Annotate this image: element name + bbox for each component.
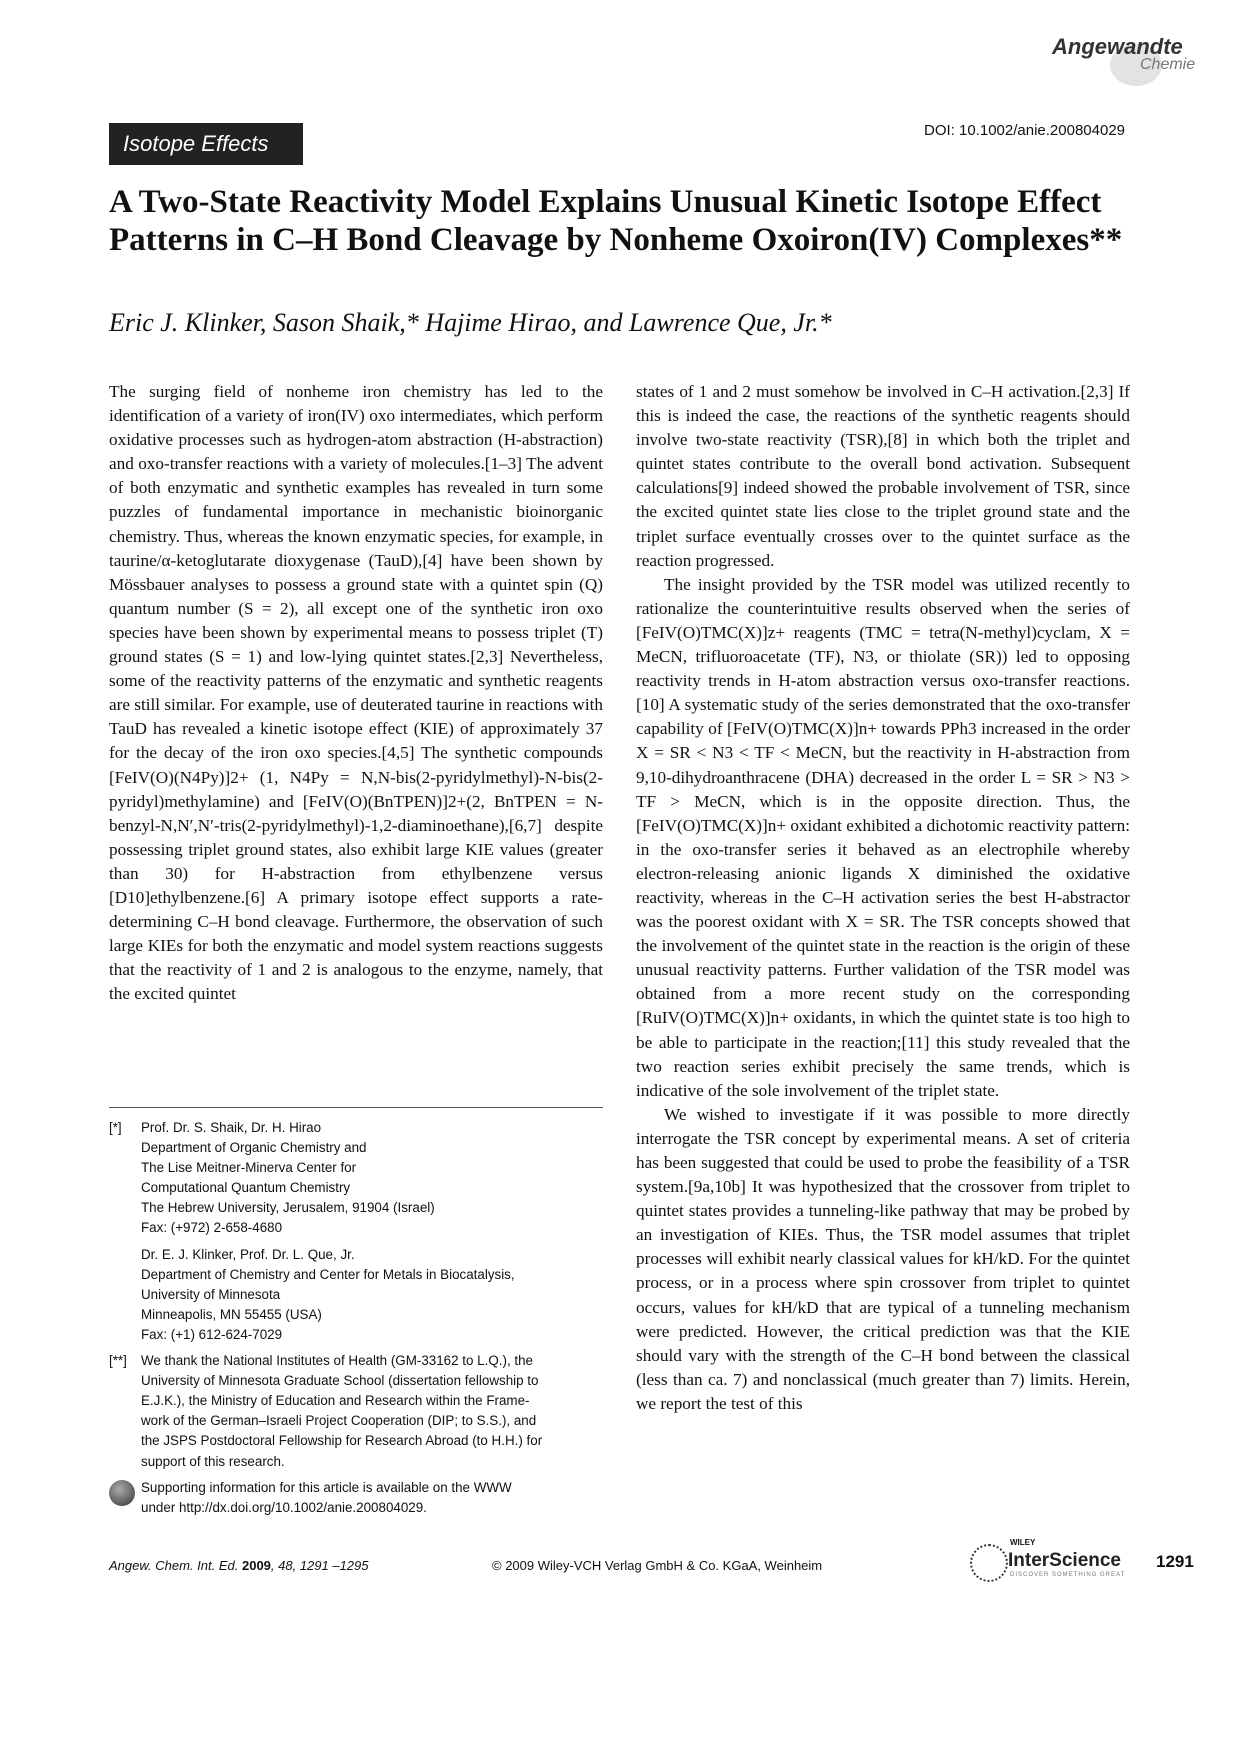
footnote-mark: [*] [109, 1120, 122, 1135]
footnote-line: We thank the National Institutes of Health (GM-33162 to L.Q.), the [141, 1353, 534, 1369]
citation-year: 2009 [241, 1558, 271, 1573]
supporting-info-icon [109, 1480, 135, 1506]
footer-copyright: © 2009 Wiley-VCH Verlag GmbH & Co. KGaA, Weinheim [492, 1558, 823, 1573]
page-number: 1291 [1156, 1552, 1194, 1571]
footnote-divider [109, 1107, 603, 1108]
wiley-label: WILEY [1010, 1538, 1036, 1547]
supporting-info-note [109, 1478, 609, 1518]
footnote-line: support of this research. [141, 1453, 285, 1469]
footnote-line: E.J.K.), the Ministry of Education and Research within the Frame- [141, 1393, 530, 1409]
body-column-left [109, 380, 603, 1006]
doi: DOI: 10.1002/anie.200804029 [924, 122, 1125, 139]
journal-subtitle: Chemie [1140, 56, 1196, 73]
paragraph: states of 1 and 2 must somehow be involved in C–H activation.[2,3] If this is indeed the case, the reactions of the synthetic reagents should involve two-state reactivity (TSR),[8] in which both the triplet and quintet states contribute to the overall bond activation. Subsequent calculations[9] indeed showed the probable involvement of TSR, since the excited quintet state lies close to the triplet ground state and the triplet surface eventually crosses over to the quintet surface as the reaction progressed. [636, 382, 1130, 570]
journal-name: Angewandte [1052, 34, 1183, 59]
article-title: A Two-State Reactivity Model Explains Unusual Kinetic Isotope Effect Patterns in C–H Bond Cleavage by Nonheme Oxoiron(IV) Complexes** [109, 184, 1123, 258]
article-authors: Eric J. Klinker, Sason Shaik,* Hajime Hirao, and Lawrence Que, Jr.* [109, 308, 832, 337]
footnote-line: The Hebrew University, Jerusalem, 91904 (Israel) [141, 1200, 435, 1216]
footnote-line: University of Minnesota Graduate School (dissertation fellowship to [141, 1373, 539, 1389]
globe-icon [970, 1544, 1008, 1582]
citation-volume-pages: , 48, 1291 –1295 [270, 1558, 369, 1573]
footnote-line: Fax: (+1) 612-624-7029 [141, 1326, 283, 1342]
footnote-line: Minneapolis, MN 55455 (USA) [141, 1306, 322, 1322]
footnote-line: The Lise Meitner-Minerva Center for [141, 1160, 357, 1176]
footnote-line: Department of Chemistry and Center for Metals in Biocatalysis, [141, 1266, 515, 1282]
interscience-tagline: DISCOVER SOMETHING GREAT [1010, 1572, 1126, 1578]
footnote-line: Computational Quantum Chemistry [141, 1180, 351, 1196]
supporting-info-link[interactable]: under http://dx.doi.org/10.1002/anie.200804029. [141, 1499, 427, 1515]
footnote-line: Prof. Dr. S. Shaik, Dr. H. Hirao [141, 1120, 322, 1135]
interscience-name: InterScience [1008, 1550, 1121, 1571]
footnote-line: work of the German–Israeli Project Cooperation (DIP; to S.S.), and [141, 1413, 537, 1429]
paragraph: The surging field of nonheme iron chemistry has led to the identification of a variety of iron(IV) oxo intermediates, which perform oxidative processes such as hydrogen-atom abstraction (H-abstraction) and oxo-transfer reactions with a variety of molecules.[1–3] The advent of both enzymatic and synthetic examples has revealed in turn some puzzles of fundamental importance in mechanistic bioinorganic chemistry. Thus, whereas the known enzymatic species, for example, in taurine/α-ketoglutarate dioxygenase (TauD),[4] have been shown by Mössbauer analyses to possess a ground state with a quintet spin (Q) quantum number (S = 2), all except one of the synthetic iron oxo species have been shown by experimental means to possess triplet (T) ground states (S = 1) and low-lying quintet states.[2,3] Nevertheless, some of the reactivity patterns of the enzymatic and synthetic reagents are still similar. For example, use of deuterated taurine in reactions with TauD has revealed a kinetic isotope effect (KIE) of approximately 37 for the decay of the iron oxo species.[4,5] The synthetic compounds [FeIV(O)(N4Py)]2+ (1, N4Py = N,N-bis(2-pyridylmethyl)-N-bis(2-pyridyl)methylamine) and [FeIV(O)(BnTPEN)]2+(2, BnTPEN = N-benzyl-N,N′,N′-tris(2-pyridylmethyl)-1,2-diaminoethane),[6,7] despite possessing triplet ground states, also exhibit large KIE values (greater than 30) for H-abstraction from ethylbenzene versus [D10]ethylbenzene.[6] A primary isotope effect supports a rate-determining C–H bond cleavage. Furthermore, the observation of such large KIEs for both the enzymatic and model system reactions suggests that the reactivity of 1 and 2 is analogous to the enzyme, namely, that the excited quintet [109, 382, 603, 1004]
footnote-line: Dr. E. J. Klinker, Prof. Dr. L. Que, Jr. [141, 1246, 355, 1262]
footnote-line: Department of Organic Chemistry and [141, 1140, 367, 1156]
footnote-line: the JSPS Postdoctoral Fellowship for Research Abroad (to H.H.) for [141, 1433, 543, 1449]
footnote-line: Fax: (+972) 2-658-4680 [141, 1220, 283, 1236]
paragraph: The insight provided by the TSR model was utilized recently to rationalize the counterintuitive results observed when the series of [FeIV(O)TMC(X)]z+ reagents (TMC = tetra(N-methyl)cyclam, X = MeCN, trifluoroacetate (TF), N3, or thiolate (SR)) led to opposing reactivity trends in H-atom abstraction versus oxo-transfer reactions.[10] A systematic study of the series demonstrated that the oxo-transfer capability of [FeIV(O)TMC(X)]n+ towards PPh3 increased in the order X = SR < N3 < TF < MeCN, but the reactivity in H-abstraction from 9,10-dihydroanthracene (DHA) decreased in the order L = SR > N3 > TF > MeCN, which is in the opposite direction. Thus, the [FeIV(O)TMC(X)]n+ oxidant exhibited a dichotomic reactivity pattern: in the oxo-transfer series it behaved as an electrophile whereby electron-releasing anionic ligands X diminished the oxidative reactivity, whereas in the C–H activation series the best H-abstractor was the poorest oxidant with X = SR. The TSR concepts showed that the involvement of the quintet state in the reaction is the origin of these unusual reactivity patterns. Further validation of the TSR model was obtained from a more recent study on the corresponding [RuIV(O)TMC(X)]n+ oxidants, in which the quintet state is too high to be able to participate in the reaction;[11] this study revealed that the two reaction series exhibit precisely the same trends, which is indicative of the sole involvement of the triplet state. [636, 574, 1130, 1100]
body-column-right [636, 380, 1130, 1416]
section-tag: Isotope Effects [109, 123, 303, 165]
paragraph: We wished to investigate if it was possible to more directly interrogate the TSR concept by experimental means. A set of criteria has been suggested that could be used to probe the feasibility of a TSR system.[9a,10b] It was hypothesized that the crossover from triplet to quintet states provides a tunneling-like pathway that may be probed by an investigation of KIEs. Thus, the TSR model assumes that triplet processes will exhibit nearly classical values for kH/kD. For the quintet process, or in a process where spin crossover from triplet to quintet occurs, values for kH/kD that are typical of a tunneling mechanism were predicted. However, the critical prediction was that the KIE should vary with the strength of the C–H bond between the classical (less than ca. 7) and nonclassical (much greater than 7) limits. Herein, we report the test of this [636, 1104, 1130, 1413]
footnote-line: University of Minnesota [141, 1286, 281, 1302]
acknowledgment-footnote [109, 1351, 609, 1472]
footnotes [109, 1118, 609, 1518]
footnote-mark: [**] [109, 1353, 127, 1369]
footer-citation [109, 1558, 369, 1573]
footnote-line: Supporting information for this article is available on the WWW [141, 1479, 512, 1495]
affiliation-footnote [109, 1118, 609, 1345]
citation-journal: Angew. Chem. Int. Ed. [109, 1558, 239, 1573]
